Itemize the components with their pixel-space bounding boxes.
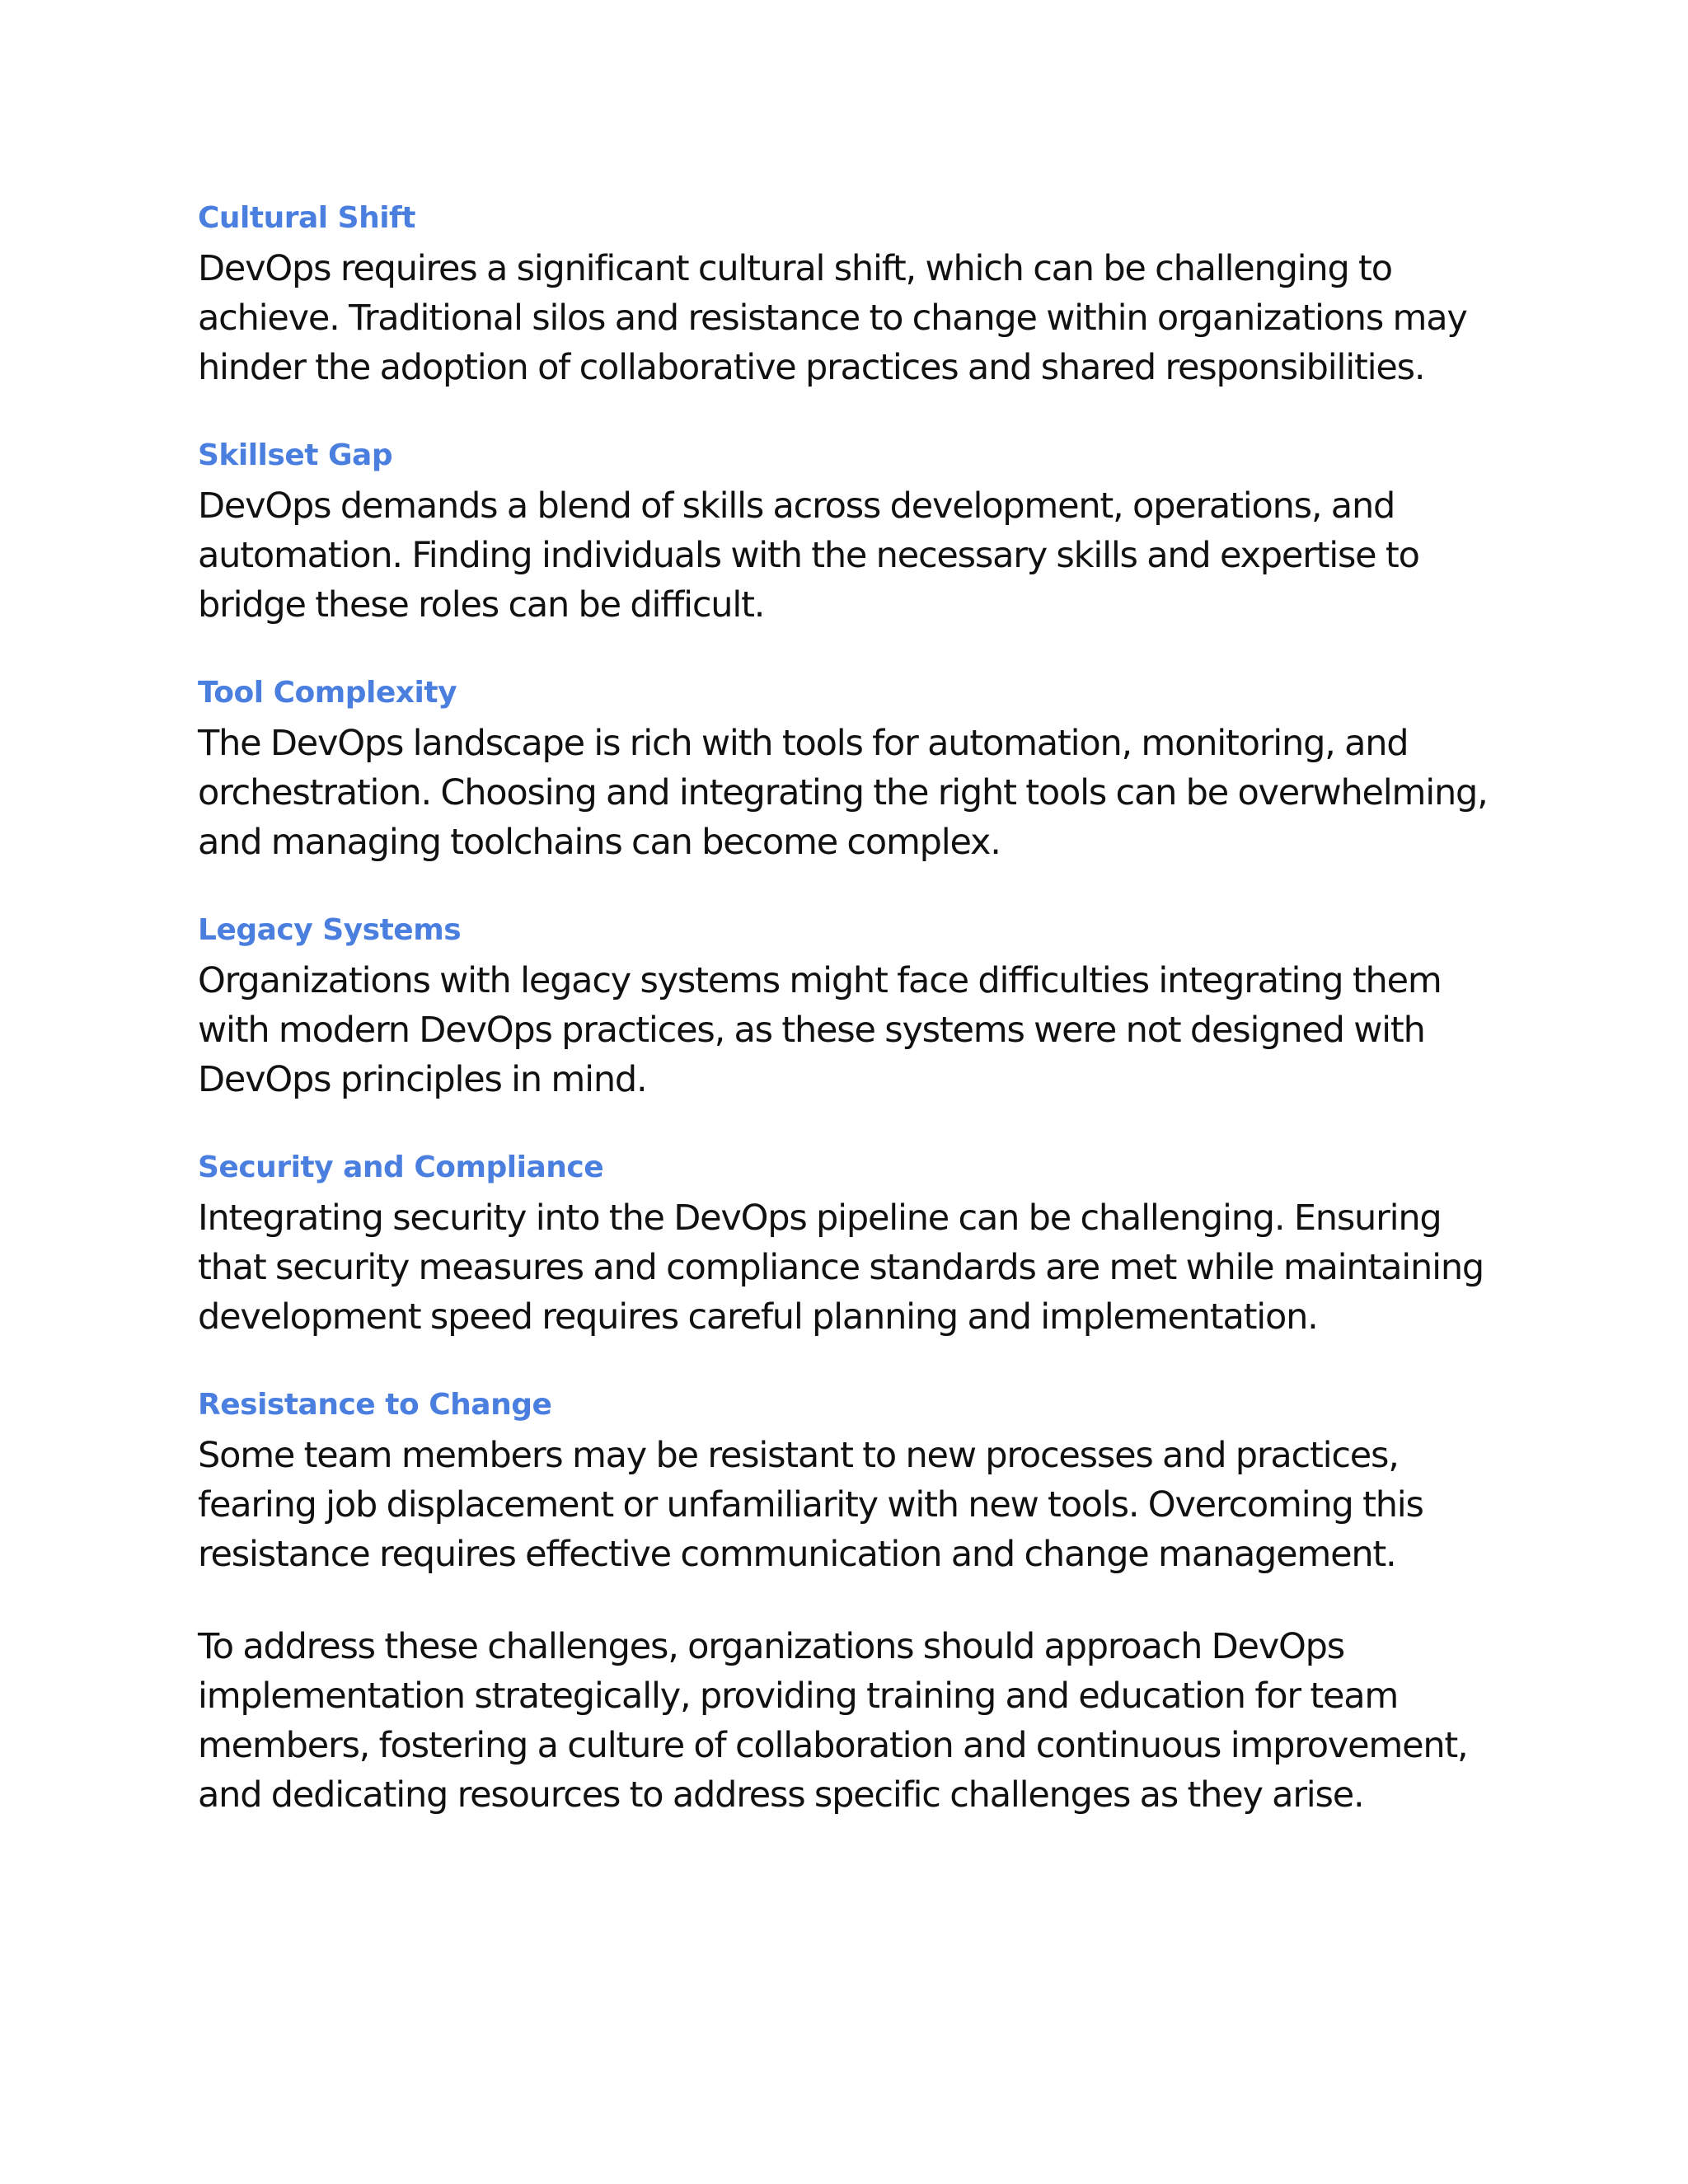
- conclusion-paragraph: To address these challenges, organizations should approach DevOps implementation strategically, providing training and education for team members, fostering a culture of collaboration and continuous improvement, and dedicating resources to address specific challenges as they arise.: [198, 1626, 1468, 1816]
- section-legacy-systems: [198, 910, 1517, 1104]
- section-heading: Legacy Systems: [198, 913, 462, 947]
- section-heading: Resistance to Change: [198, 1388, 552, 1422]
- section-heading: Cultural Shift: [198, 201, 415, 235]
- section-body: Integrating security into the DevOps pipeline can be challenging. Ensuring that security measures and compliance standards are met while maintaining development speed requires careful planning and implementation.: [198, 1197, 1484, 1338]
- section-security-compliance: [198, 1147, 1517, 1342]
- section-tool-complexity: [198, 673, 1517, 867]
- section-heading: Security and Compliance: [198, 1151, 604, 1184]
- section-body: The DevOps landscape is rich with tools for automation, monitoring, and orchestration. Choosing and integrating the right tools can be overwhelming, and managing toolchains can become complex.: [198, 723, 1488, 863]
- section-body: DevOps demands a blend of skills across development, operations, and automation. Finding individuals with the necessary skills and expertise to bridge these roles can be difficult.: [198, 485, 1419, 626]
- document-content: [198, 198, 1517, 1820]
- section-resistance-to-change: [198, 1385, 1517, 1579]
- section-body: Some team members may be resistant to new processes and practices, fearing job displacement or unfamiliarity with new tools. Overcoming this resistance requires effective communication and change management.: [198, 1435, 1423, 1575]
- section-body: DevOps requires a significant cultural shift, which can be challenging to achieve. Traditional silos and resistance to change within organizations may hinder the adoption of collaborative practices and shared responsibilities.: [198, 248, 1467, 388]
- section-heading: Tool Complexity: [198, 676, 457, 710]
- section-cultural-shift: [198, 198, 1517, 392]
- section-skillset-gap: [198, 435, 1517, 630]
- section-body: Organizations with legacy systems might face difficulties integrating them with modern DevOps practices, as these systems were not designed with DevOps principles in mind.: [198, 960, 1442, 1100]
- section-heading: Skillset Gap: [198, 438, 393, 472]
